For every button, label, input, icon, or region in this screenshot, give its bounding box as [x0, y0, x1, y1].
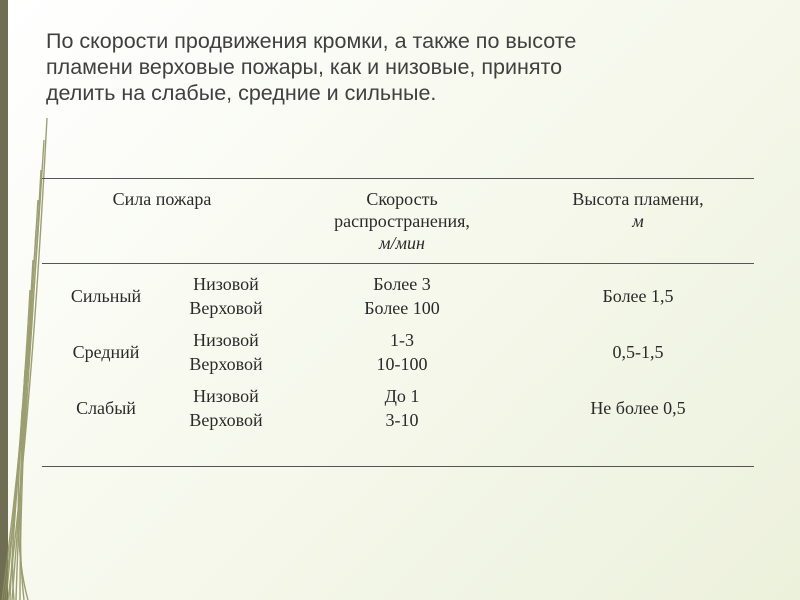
cell-strength: Средний [72, 342, 140, 362]
header-spread-speed: Скорость распространения, м/мин [282, 179, 522, 264]
header-fire-strength: Сила пожара [42, 179, 282, 264]
table-header-row [42, 179, 754, 264]
heading-line-1: По скорости продвижения кромки, а также по высоте [46, 29, 577, 53]
cell-height: Более 1,5 [602, 286, 674, 306]
table-row [42, 378, 754, 466]
cell-fire-type: Низовой Верховой [189, 386, 263, 430]
cell-strength: Сильный [70, 286, 142, 306]
header-flame-height: Высота пламени, м [522, 179, 754, 264]
cell-fire-type: Низовой Верховой [189, 330, 263, 374]
table-row [42, 264, 754, 323]
cell-fire-type: Низовой Верховой [189, 274, 263, 318]
cell-height: Не более 0,5 [590, 398, 686, 418]
table-row [42, 322, 754, 378]
heading-line-3: делить на слабые, средние и сильные. [46, 81, 437, 105]
cell-height: 0,5-1,5 [612, 342, 664, 362]
slide-heading [46, 28, 746, 106]
cell-speed: До 1 3-10 [384, 386, 420, 430]
cell-speed: Более 3 Более 100 [364, 274, 440, 318]
cell-strength: Слабый [76, 398, 136, 418]
fire-strength-table [42, 178, 754, 467]
heading-line-2: пламени верховые пожары, как и низовые, принято [46, 55, 563, 79]
cell-speed: 1-3 10-100 [376, 330, 428, 374]
